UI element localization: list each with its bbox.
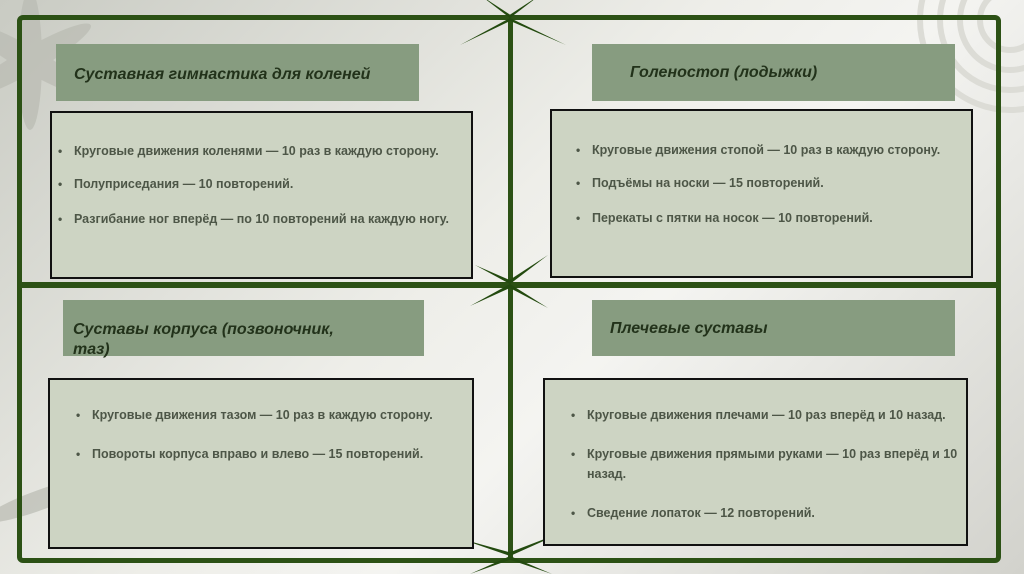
list-item: • Круговые движения плечами — 10 раз вперёд и 10 назад. <box>587 405 958 425</box>
torso-heading <box>63 300 424 356</box>
ankles-exercise-box <box>550 109 973 278</box>
bullet: • <box>58 144 63 158</box>
list-item: • Перекаты с пятки на носок — 10 повторений. <box>592 208 963 228</box>
list-item: • Полуприседания — 10 повторений. <box>74 174 463 194</box>
list-item: • Круговые движения тазом — 10 раз в каждую сторону. <box>92 405 464 425</box>
list-item: • Круговые движения стопой — 10 раз в каждую сторону. <box>592 140 963 160</box>
shoulders-heading <box>592 300 955 356</box>
bullet: • <box>571 506 576 520</box>
bullet: • <box>576 143 581 157</box>
center-star-ornament <box>470 255 548 308</box>
list-item: • Сведение лопаток — 12 повторений. <box>587 503 958 523</box>
torso-heading-text: Суставы корпуса (позвоночник, таз) <box>73 321 334 358</box>
top-star-ornament <box>460 0 566 45</box>
bullet: • <box>571 447 576 461</box>
bullet: • <box>58 212 63 226</box>
knees-exercise-box <box>50 111 473 279</box>
knees-heading <box>56 44 419 101</box>
bullet: • <box>58 177 63 191</box>
ankles-heading-text: Голеностоп (лодыжки) <box>630 64 818 81</box>
bullet: • <box>76 447 81 461</box>
shoulders-heading-text: Плечевые суставы <box>610 320 768 337</box>
bullet: • <box>76 408 81 422</box>
list-item: • Разгибание ног вперёд — по 10 повторений на каждую ногу. <box>74 209 463 229</box>
shoulders-exercise-box <box>543 378 968 546</box>
torso-exercise-box <box>48 378 474 549</box>
list-item: • Повороты корпуса вправо и влево — 15 повторений. <box>92 444 464 464</box>
bullet: • <box>576 211 581 225</box>
bullet: • <box>576 176 581 190</box>
knees-heading-text: Суставная гимнастика для коленей <box>74 66 371 83</box>
list-item: • Круговые движения прямыми руками — 10 раз вперёд и 10 назад. <box>587 444 958 484</box>
bullet: • <box>571 408 576 422</box>
ankles-heading <box>592 44 955 101</box>
list-item: • Подъёмы на носки — 15 повторений. <box>592 173 963 193</box>
list-item: • Круговые движения коленями — 10 раз в каждую сторону. <box>74 141 463 161</box>
